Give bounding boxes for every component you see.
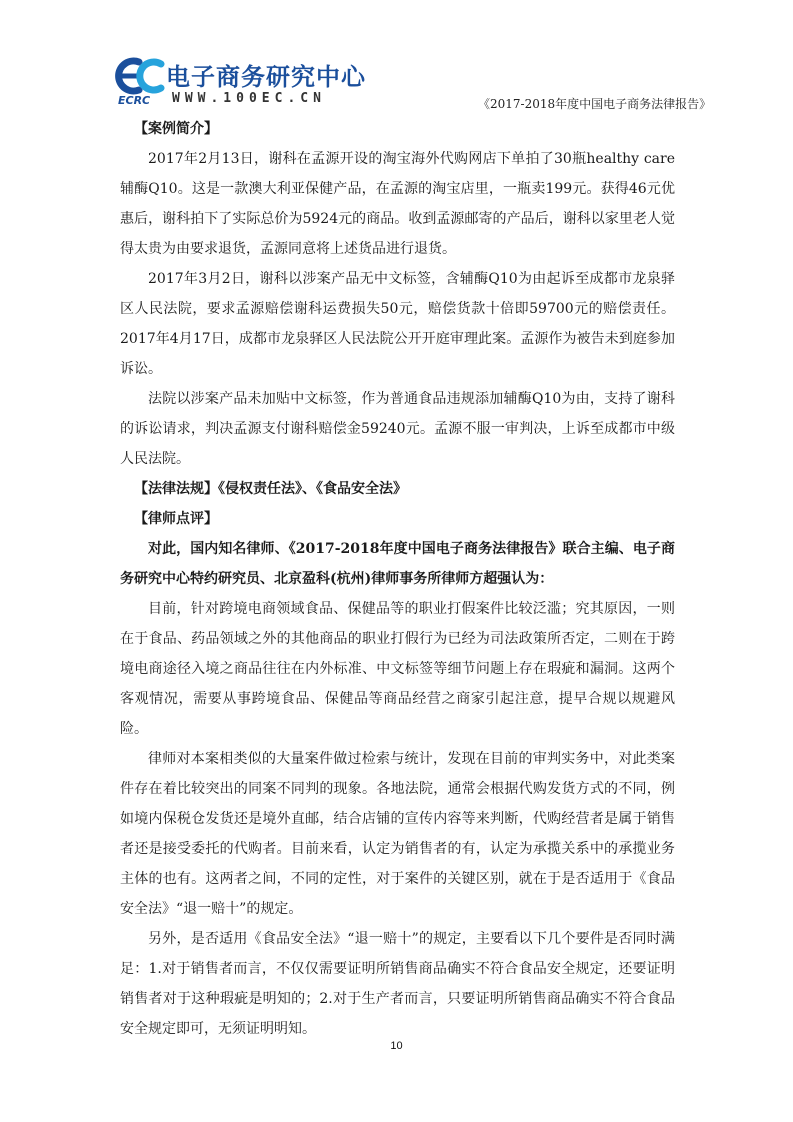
logo-abbreviation: ECRC <box>118 94 151 107</box>
case-paragraph: 2017年2月13日，谢科在孟源开设的淘宝海外代购网店下单拍了30瓶healthy care辅酶Q10。这是一款澳大利亚保健产品，在孟源的淘宝店里，一瓶卖199元。获得46元优惠后，谢科拍下了实际总价为5924元的商品。收到孟源邮寄的产品后，谢科以家里老人觉得太贵为由要求退货，孟源同意将上述货品进行退货。 <box>120 151 675 257</box>
law-heading: 【法律法规】《侵权责任法》、《食品安全法》 <box>134 481 407 497</box>
review-paragraph: 另外，是否适用《食品安全法》“退一赔十”的规定，主要看以下几个要件是否同时满足：1.对于销售者而言，不仅仅需要证明所销售商品确实不符合食品安全规定，还要证明销售者对于这种瑕疵是明知的；2.对于生产者而言，只要证明所销售商品确实不符合食品安全规定即可，无须证明明知。 <box>120 931 675 1037</box>
ec-logo-icon <box>115 56 165 96</box>
page-header <box>0 0 793 115</box>
case-paragraph: 法院以涉案产品未加贴中文标签，作为普通食品违规添加辅酶Q10为由，支持了谢科的诉讼请求，判决孟源支付谢科赔偿金59240元。孟源不服一审判决，上诉至成都市中级人民法院。 <box>120 391 675 467</box>
lawyer-review-heading: 【律师点评】 <box>134 511 218 527</box>
case-paragraph: 2017年3月2日，谢科以涉案产品无中文标签，含辅酶Q10为由起诉至成都市龙泉驿区人民法院，要求孟源赔偿谢科运费损失50元，赔偿货款十倍即59700元的赔偿责任。2017年4月17日，成都市龙泉驿区人民法院公开开庭审理此案。孟源作为被告未到庭参加诉讼。 <box>120 271 675 377</box>
document-body <box>120 114 675 1044</box>
page-number: 10 <box>390 1040 403 1052</box>
logo-title: 电子商务研究中心 <box>166 63 366 91</box>
report-title: 《2017-2018年度中国电子商务法律报告》 <box>478 97 712 111</box>
case-intro-heading: 【案例简介】 <box>134 121 218 137</box>
review-intro: 对此，国内知名律师、《2017-2018年度中国电子商务法律报告》联合主编、电子商务研究中心特约研究员、北京盈科(杭州)律师事务所律师方超强认为： <box>120 541 675 587</box>
logo-url: WWW.100EC.CN <box>172 91 326 106</box>
review-paragraph: 目前，针对跨境电商领域食品、保健品等的职业打假案件比较泛滥；究其原因，一则在于食品、药品领域之外的其他商品的职业打假行为已经为司法政策所否定，二则在于跨境电商途径入境之商品往往在内外标准、中文标签等细节问题上存在瑕疵和漏洞。这两个客观情况，需要从事跨境食品、保健品等商品经营之商家引起注意，提早合规以规避风险。 <box>120 601 675 737</box>
review-paragraph: 律师对本案相类似的大量案件做过检索与统计，发现在目前的审判实务中，对此类案件存在着比较突出的同案不同判的现象。各地法院，通常会根据代购发货方式的不同，例如境内保税仓发货还是境外直邮，结合店铺的宣传内容等来判断，代购经营者是属于销售者还是接受委托的代购者。目前来看，认定为销售者的有，认定为承揽关系中的承揽业务主体的也有。这两者之间，不同的定性，对于案件的关键区别，就在于是否适用于《食品安全法》“退一赔十”的规定。 <box>120 751 675 917</box>
